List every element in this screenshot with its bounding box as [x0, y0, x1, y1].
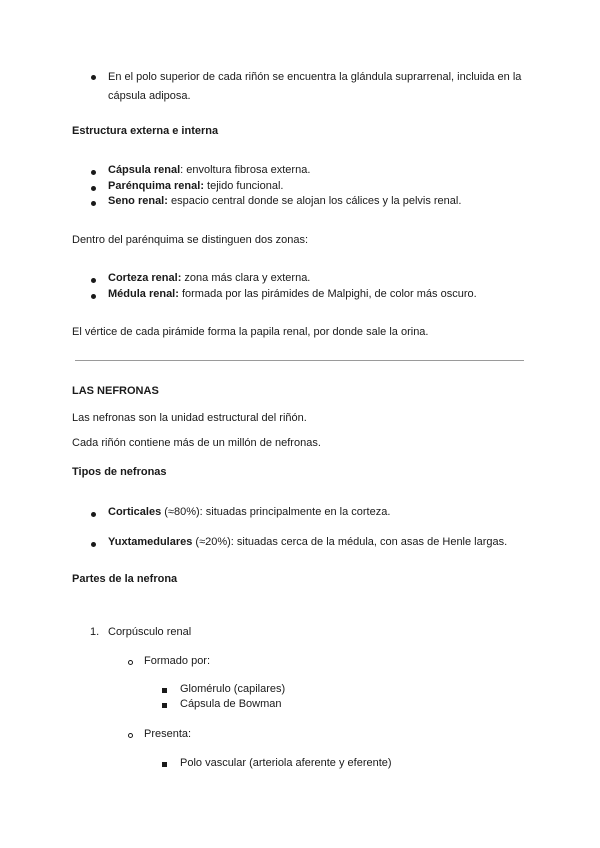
square-bullet-icon	[162, 762, 167, 767]
list-item-corticales	[108, 506, 390, 518]
list-item-corteza	[108, 272, 310, 284]
list-item-medula	[108, 288, 477, 300]
nefronas-paragraph-2: Cada riñón contiene más de un millón de nefronas.	[72, 437, 321, 449]
sublist-presenta: Presenta:	[144, 728, 192, 740]
term: Corticales	[108, 506, 162, 518]
circle-bullet-icon	[128, 733, 133, 738]
term: Cápsula renal	[108, 164, 181, 176]
definition: formada por las pirámides de Malpighi, de color más oscuro.	[178, 288, 477, 300]
section-heading-estructura: Estructura externa e interna	[72, 125, 219, 137]
intro-bullet-text	[108, 69, 538, 105]
zonas-intro: Dentro del parénquima se distinguen dos zonas:	[72, 234, 309, 246]
list-item-yuxtamedulares	[108, 536, 507, 548]
list-item-parenquima	[108, 180, 283, 192]
bullet-icon	[91, 201, 96, 206]
horizontal-divider	[75, 360, 524, 361]
square-bullet-icon	[162, 688, 167, 693]
circle-bullet-icon	[128, 660, 133, 665]
definition: : envoltura fibrosa externa.	[180, 164, 311, 176]
definition: (≈80%): situadas principalmente en la corteza.	[161, 506, 391, 518]
term: Parénquima renal:	[108, 180, 204, 192]
bullet-icon	[91, 75, 96, 80]
subsub-item-glomerulo: Glomérulo (capilares)	[180, 683, 286, 695]
sublist-formado: Formado por:	[144, 655, 211, 667]
square-bullet-icon	[162, 703, 167, 708]
definition: espacio central donde se alojan los cálices y la pelvis renal.	[167, 195, 462, 207]
list-number: 1.	[90, 626, 100, 638]
section-heading-nefronas: LAS NEFRONAS	[72, 385, 159, 397]
intro-line-1: En el polo superior de cada riñón se encuentra la glándula suprarrenal, incluida en la	[108, 71, 522, 83]
list-item-corpusculo: Corpúsculo renal	[108, 626, 192, 638]
bullet-icon	[91, 294, 96, 299]
subsub-item-capsula-bowman: Cápsula de Bowman	[180, 698, 282, 710]
vertice-paragraph: El vértice de cada pirámide forma la papila renal, por donde sale la orina.	[72, 326, 429, 338]
term: Yuxtamedulares	[108, 536, 193, 548]
section-heading-tipos: Tipos de nefronas	[72, 466, 167, 478]
list-item-seno	[108, 195, 461, 207]
term: Corteza renal:	[108, 272, 182, 284]
bullet-icon	[91, 512, 96, 517]
definition: (≈20%): situadas cerca de la médula, con asas de Henle largas.	[192, 536, 508, 548]
subsub-item-polo-vascular: Polo vascular (arteriola aferente y eferente)	[180, 757, 392, 769]
bullet-icon	[91, 542, 96, 547]
bullet-icon	[91, 170, 96, 175]
nefronas-paragraph-1: Las nefronas son la unidad estructural del riñón.	[72, 412, 307, 424]
term: Médula renal:	[108, 288, 179, 300]
section-heading-partes: Partes de la nefrona	[72, 573, 178, 585]
definition: tejido funcional.	[203, 180, 284, 192]
definition: zona más clara y externa.	[181, 272, 311, 284]
list-item-capsula	[108, 164, 310, 176]
term: Seno renal:	[108, 195, 168, 207]
intro-line-2: cápsula adiposa.	[108, 90, 191, 102]
bullet-icon	[91, 278, 96, 283]
bullet-icon	[91, 186, 96, 191]
